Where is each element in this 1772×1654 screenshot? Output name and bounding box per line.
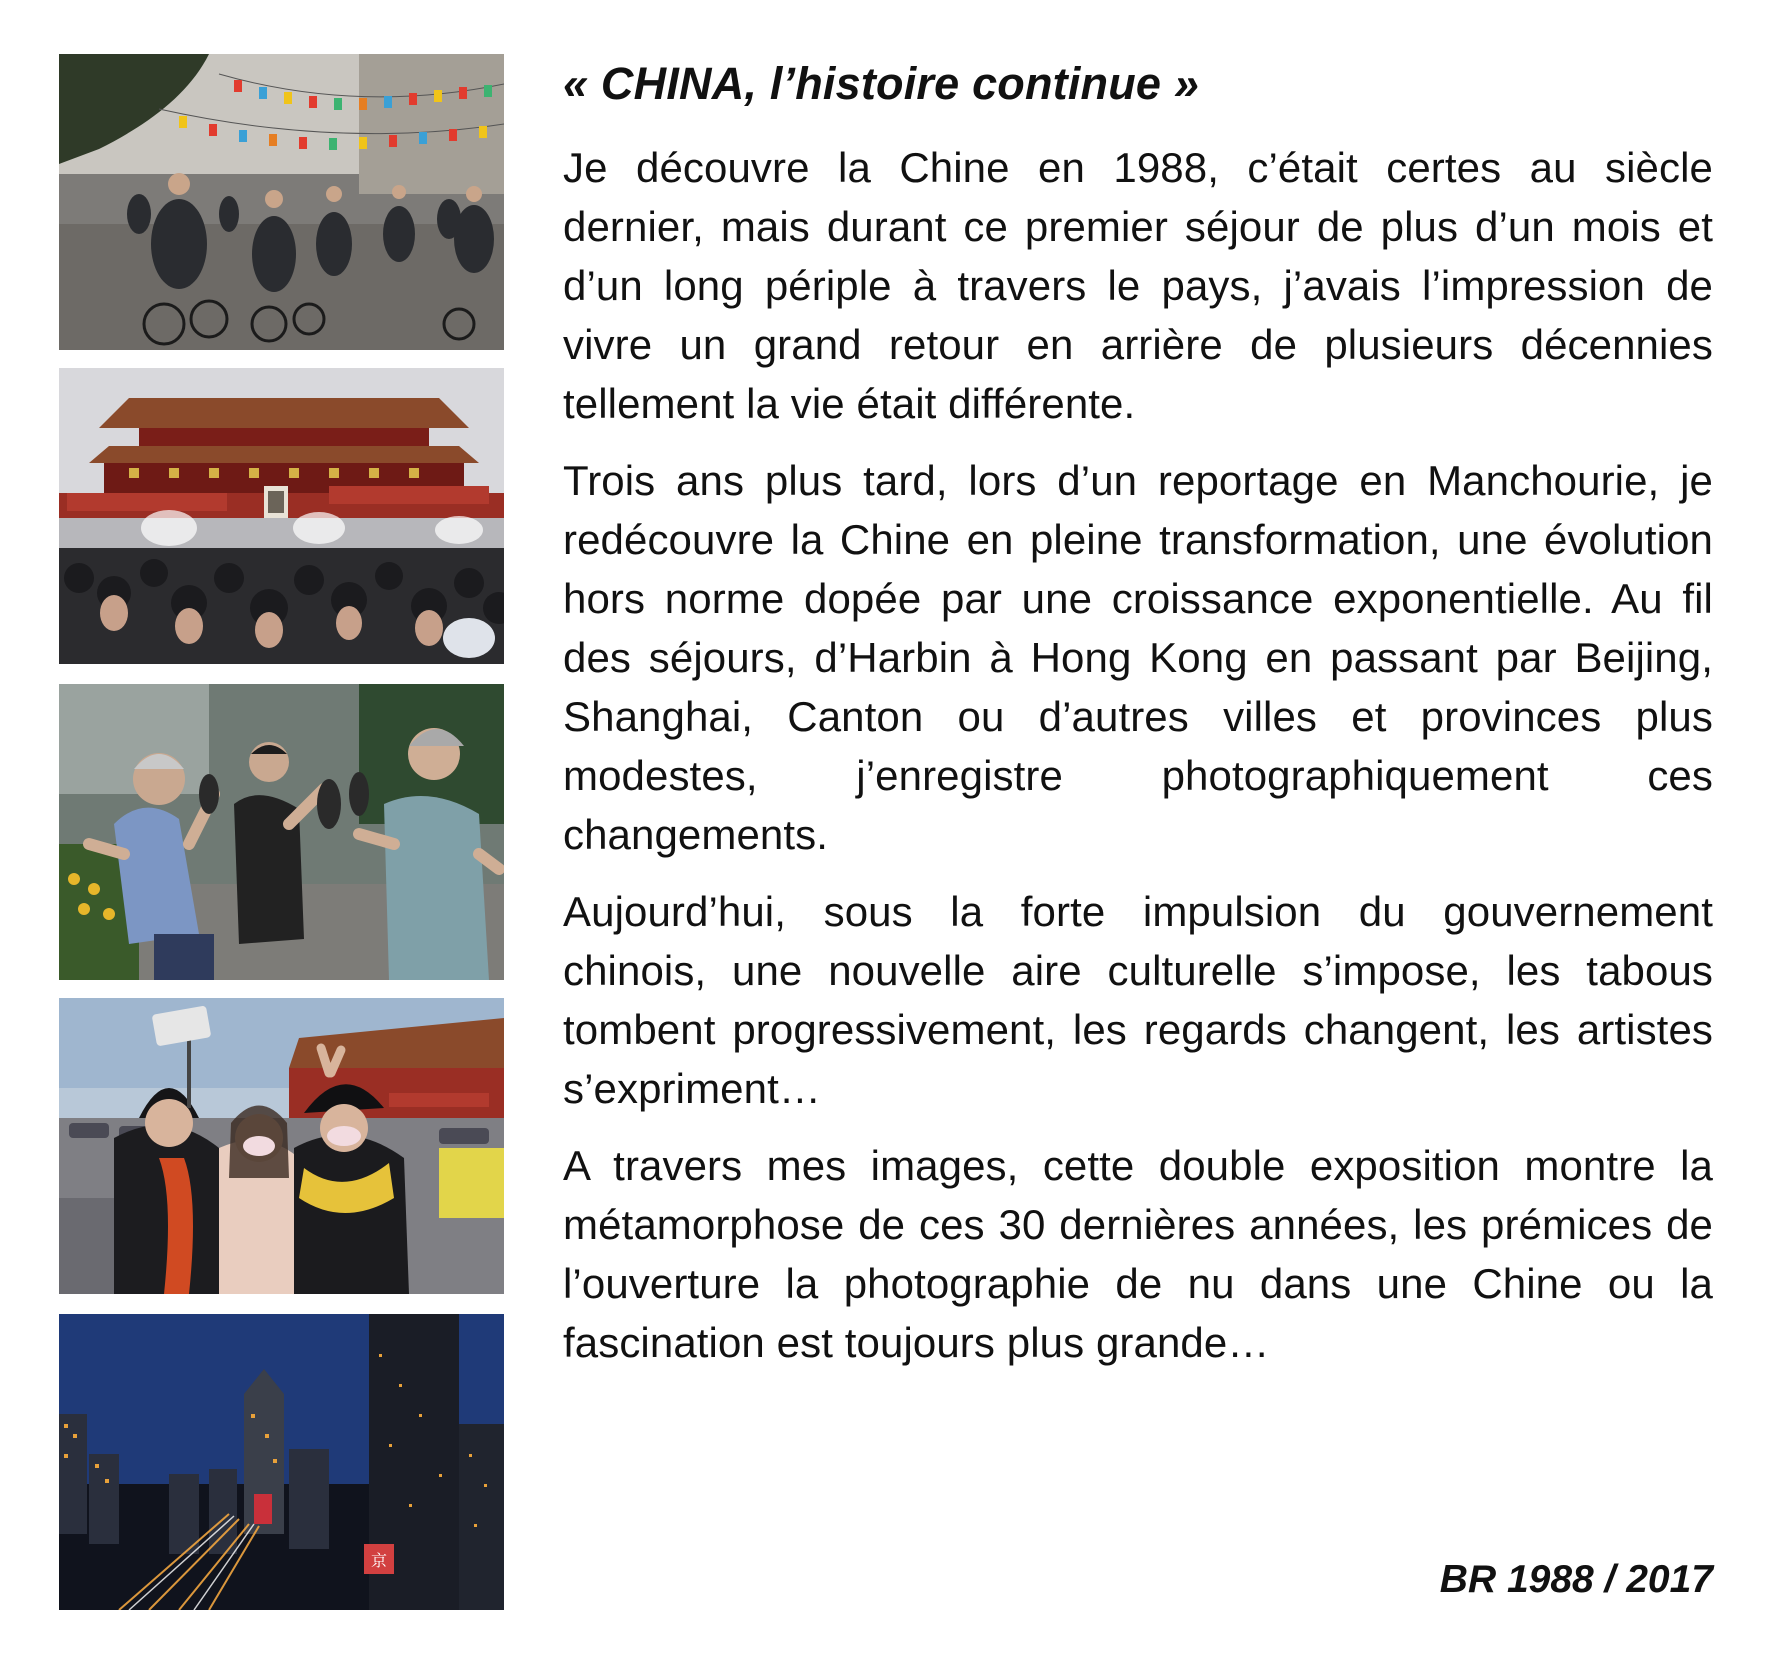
- paragraph-4: A travers mes images, cette double exposition montre la métamorphose de ces 30 dernières années, les prémices de l’ouverture la photographie de nu dans une Chine ou la fascination est toujours plus grande…: [563, 1142, 1713, 1366]
- signature: BR 1988 / 2017: [1439, 1558, 1713, 1601]
- paragraph-2: Trois ans plus tard, lors d’un reportage en Manchourie, je redécouvre la Chine en pleine transformation, une évolution hors norme dopée par une croissance exponentielle. Au fil des séjours, d’Harbin à Hong Kong en passant par Beijing, Shanghai, Canton ou d’autres villes et provinces plus modestes, j’enregistre photographiquement ces changements.: [563, 457, 1713, 858]
- photo-cyclists-street: [59, 54, 504, 350]
- photo-selfie-tiananmen: [59, 998, 504, 1294]
- photo-tiananmen-crowd: [59, 368, 504, 664]
- photo-city-skyline: [59, 1314, 504, 1610]
- skyline-sign-text: 京: [370, 1551, 388, 1570]
- document-title: « CHINA, l’histoire continue »: [563, 58, 1200, 109]
- paragraph-3: Aujourd’hui, sous la forte impulsion du gouvernement chinois, une nouvelle aire culturelle s’impose, les tabous tombent progressivement, les regards changent, les artistes s’expriment…: [563, 888, 1713, 1112]
- text-column: [563, 52, 1713, 1390]
- paragraph-1: Je découvre la Chine en 1988, c’était certes au siècle dernier, mais durant ce premier séjour de plus d’un mois et d’un long périple à travers le pays, j’avais l’impression de vivre un grand retour en arrière de plusieurs décennies tellement la vie était différente.: [563, 144, 1713, 427]
- photo-tai-chi: [59, 684, 504, 980]
